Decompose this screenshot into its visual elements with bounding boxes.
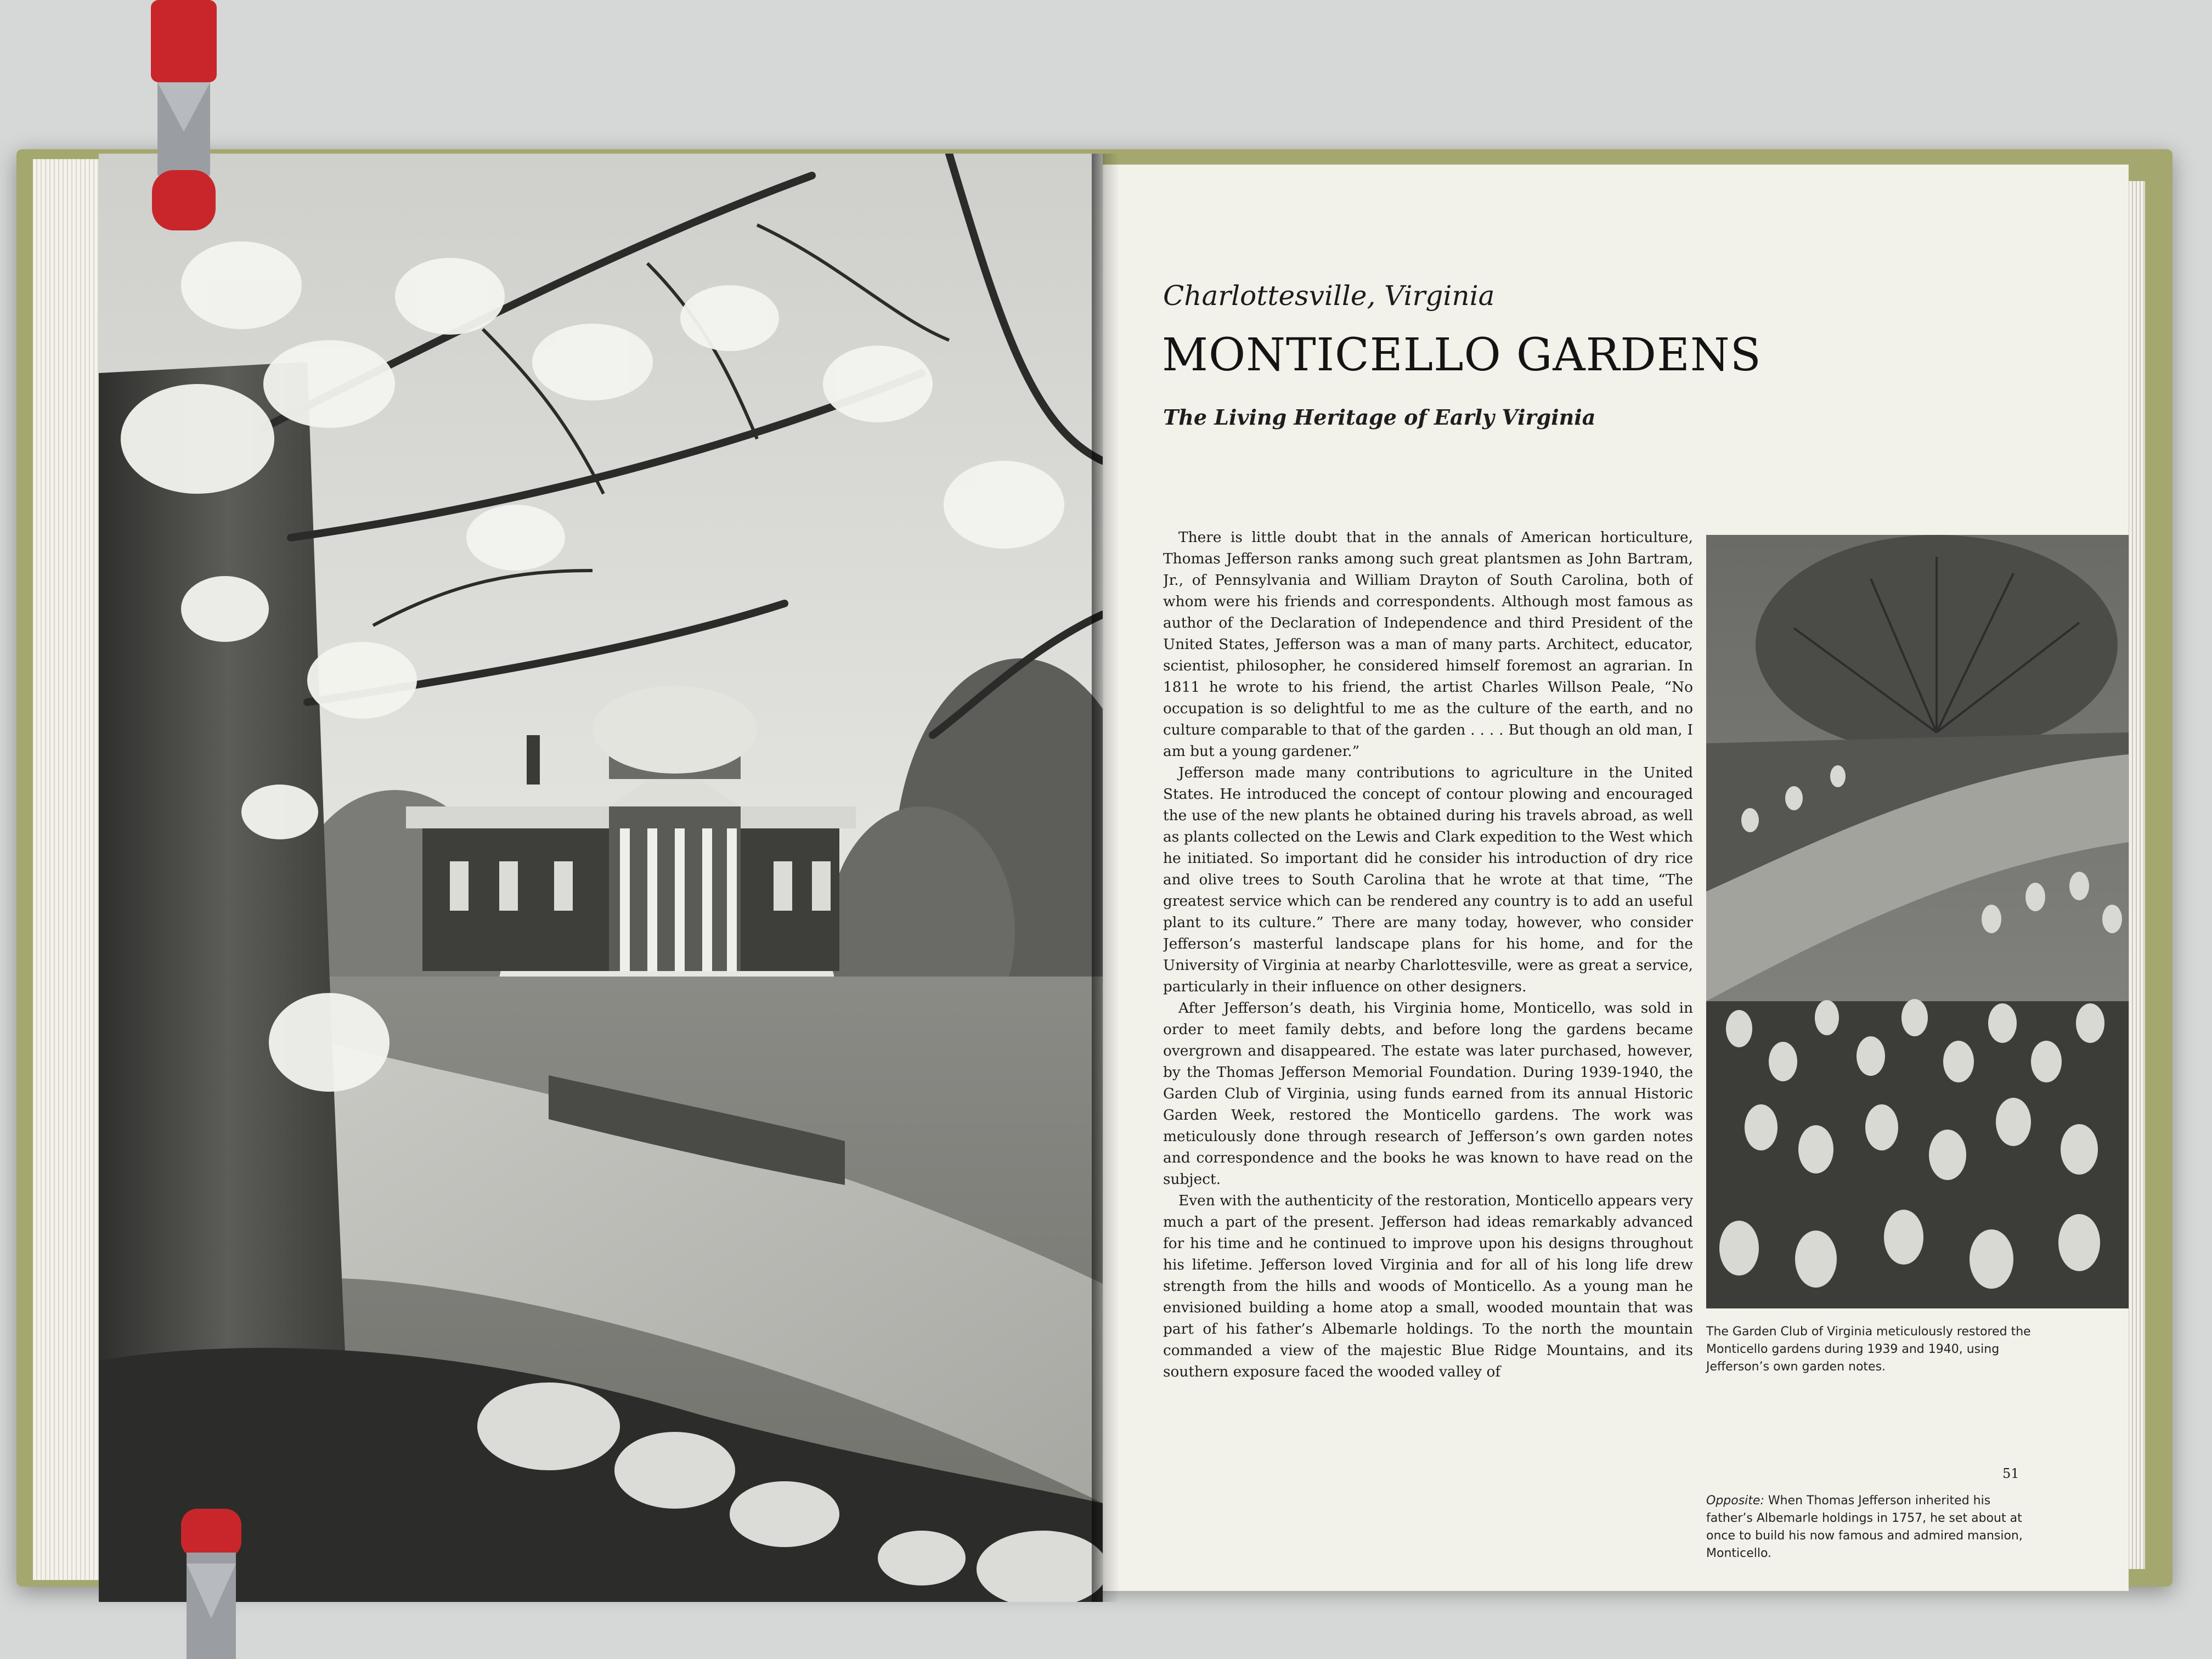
tulip-garden-photo <box>1706 535 2129 1308</box>
paragraph: Even with the authenticity of the restoration, Monticello appears very much a part of the present. Jefferson had ideas remarkably advanced for his time and he continued to improve upon his designs throughout his lifetime. Jefferson loved Virginia and for all of his long life drew strength from the hills and woods of Monticello. As a young man he envisioned building a home atop a small, wooded mountain that was part of his father’s Albemarle holdings. To the north the mountain commanded a view of the majestic Blue Ridge Mountains, and its southern exposure faced the wooded valley of <box>1163 1192 1693 1380</box>
opposite-label: Opposite: <box>1706 1494 1764 1508</box>
article-subtitle: The Living Heritage of Early Virginia <box>1163 405 1596 430</box>
paragraph: After Jefferson’s death, his Virginia home, Monticello, was sold in order to meet family debts, and before long the gardens became overgrown and disappeared. The estate was later purchased, however, by the Thomas Jefferson Memorial Foundation. During 1939-1940, the Garden Club of Virginia, using funds earned from its annual Historic Garden Week, restored the Monticello gardens. The work was meticulously done through research of Jefferson’s own garden notes and correspondence and the books he was known to have read on the subject. <box>1163 1000 1693 1188</box>
left-page-stack-edge <box>33 159 110 1580</box>
article-body <box>1163 527 1693 1580</box>
binder-clip-bottom <box>176 1509 252 1659</box>
opposite-caption-text: When Thomas Jefferson inherited his father’s Albemarle holdings in 1757, he set about at once to build his now famous and admired mansion, Monticello. <box>1706 1494 2023 1560</box>
left-page <box>99 154 1103 1602</box>
right-page <box>1103 165 2129 1591</box>
paragraph: There is little doubt that in the annals of American horticulture, Thomas Jefferson ranks among such great plantsmen as John Bartram, Jr., of Pennsylvania and William Drayton of South Carolina, both of whom were his friends and correspondents. Although most famous as author of the Declaration of Independence and third President of the United States, Jefferson was a man of many parts. Architect, educator, scientist, philosopher, he considered himself foremost an agrarian. In 1811 he wrote to his friend, the artist Charles Willson Peale, “No occupation is so delightful to me as the culture of the earth, and no culture comparable to that of the garden . . . . But though an old man, I am but a young gardener.” <box>1163 529 1693 760</box>
binder-clip-top <box>140 0 228 236</box>
opposite-caption <box>1706 1492 2035 1562</box>
paragraph: Jefferson made many contributions to agriculture in the United States. He introduced the concept of contour plowing and encouraged the use of the new plants he obtained during his travels abroad, as well as plants collected on the Lewis and Clark expedition to the West which he initiated. So important did he consider his introduction of dry rice and olive trees to South Carolina that he wrote at that time, “The greatest service which can be rendered any country is to add an useful plant to its culture.” There are many today, however, who consider Jefferson’s masterful landscape plans for his home, and for the University of Virginia at nearby Charlottesville, were as great a service, particularly in their influence on other designers. <box>1163 764 1693 995</box>
book-gutter-shadow <box>1092 154 1119 1602</box>
monticello-photo <box>99 154 1103 1602</box>
page-number: 51 <box>2002 1466 2019 1481</box>
article-title: MONTICELLO GARDENS <box>1162 329 1762 381</box>
photo-caption: The Garden Club of Virginia meticulously restored the Monticello gardens during 1939 and 1940, using Jefferson’s own garden notes. <box>1706 1325 2031 1374</box>
location-kicker: Charlottesville, Virginia <box>1163 280 1495 312</box>
